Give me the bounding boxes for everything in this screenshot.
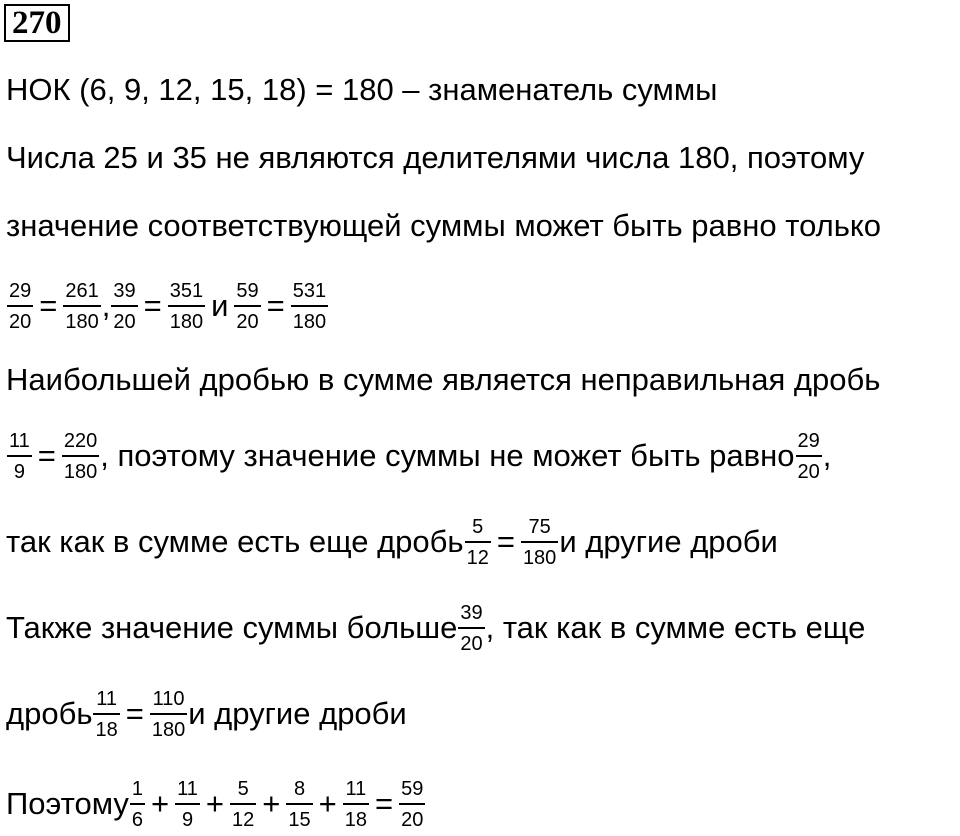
text-line-divisors: Числа 25 и 35 не являются делителями числа 180, поэтому <box>6 140 865 175</box>
fraction: $\frac{11}{18}$ <box>95 687 118 741</box>
fraction: $\frac{11}{9}$ <box>9 429 30 483</box>
fraction: $\frac{29}{20}$ <box>9 279 32 333</box>
fraction: $\frac{220}{180}$ <box>63 429 98 483</box>
fraction: $\frac{59}{20}$ <box>236 279 259 333</box>
fraction: $\frac{5}{12}$ <box>232 777 255 831</box>
fraction: $\frac{75}{180}$ <box>522 515 557 569</box>
fraction: $\frac{39}{20}$ <box>460 601 483 655</box>
fraction: $\frac{59}{20}$ <box>401 777 424 831</box>
fraction: $\frac{11}{9}$ <box>177 777 198 831</box>
fractions-line-answer: Поэтому $\frac{1}{6}$ + $\frac{11}{9}$ + $\frac{5}{12}$ + $\frac{8}{15}$ + $\frac{11}{18}$ = $\frac{59}{20}$ <box>6 777 424 831</box>
fraction: $\frac{1}{6}$ <box>131 777 144 831</box>
fractions-line-candidates: $\frac{29}{20}$ = $\frac{261}{180}$ , $\frac{39}{20}$ = $\frac{351}{180}$ и $\frac{59}{20}$ = $\frac{531}{180}$ <box>9 279 327 333</box>
fractions-line-five-twelfths: так как в сумме есть еще дробь $\frac{5}{12}$ = $\frac{75}{180}$ и другие дроби <box>6 515 778 569</box>
fraction: $\frac{8}{15}$ <box>288 777 311 831</box>
fraction: $\frac{39}{20}$ <box>113 279 136 333</box>
fraction: $\frac{110}{180}$ <box>151 687 186 741</box>
fractions-line-greater: Также значение суммы больше $\frac{39}{20}$ , так как в сумме есть еще <box>6 601 866 655</box>
fraction: $\frac{261}{180}$ <box>65 279 99 333</box>
fractions-line-eleven-eighteenths: дробь $\frac{11}{18}$ = $\frac{110}{180}$ и другие дроби <box>6 687 407 741</box>
fractions-line-eleven-ninths: $\frac{11}{9}$ = $\frac{220}{180}$ , поэтому значение суммы не может быть равно $\frac{29}{20}$ , <box>9 429 832 483</box>
text-line-sum-value: значение соответствующей суммы может быть равно только <box>6 208 882 243</box>
fraction: $\frac{351}{180}$ <box>169 279 204 333</box>
fraction: $\frac{531}{180}$ <box>292 279 327 333</box>
fraction: $\frac{11}{18}$ <box>344 777 367 831</box>
text-line-lcm: НОК (6, 9, 12, 15, 18) = 180 – знаменатель суммы <box>6 72 718 107</box>
fraction: $\frac{29}{20}$ <box>797 429 820 483</box>
problem-number: 270 <box>4 4 70 42</box>
fraction: $\frac{5}{12}$ <box>466 515 489 569</box>
text-line-largest-fraction: Наибольшей дробью в сумме является неправильная дробь <box>6 362 881 397</box>
